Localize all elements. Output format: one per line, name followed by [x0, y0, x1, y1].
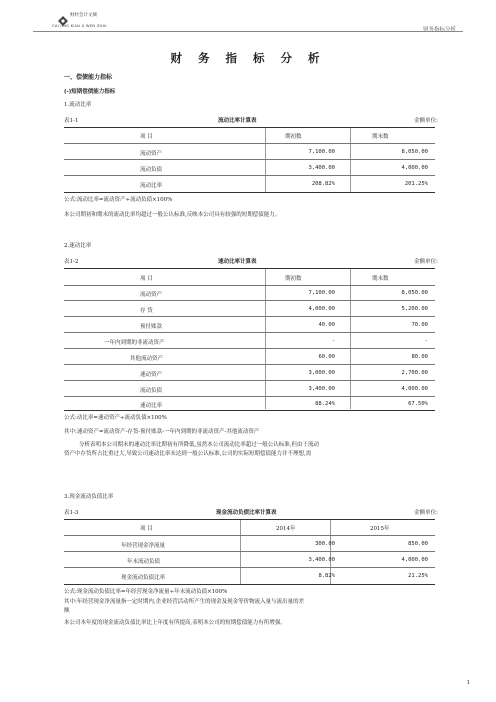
table-row-end: 4,000.00 [401, 557, 428, 563]
table3-bottom-rule [64, 584, 435, 585]
page-title: 财 务 指 标 分 析 [170, 51, 326, 65]
table-row-end: 80.00 [411, 354, 428, 360]
table2-header-end: 期末数 [372, 276, 389, 282]
table1-title: 流动比率计算表 [218, 118, 257, 124]
part2-analysis-line1: 分析表明本公司期末的速动比率比期初有所降低,虽然本公司流动比率超过一般公认标准,但由于流动 [79, 442, 319, 448]
section-heading: 一、偿债能力指标 [64, 74, 113, 81]
table2-rule [64, 316, 435, 317]
table-row-start: 7,100.00 [308, 290, 335, 296]
table2-rule [64, 364, 435, 365]
part3-analysis: 本公司本年度的现金流动负债比率比上年度有所提高,表明本公司的短期偿债能力有所增强。 [64, 620, 286, 626]
table-row-start: 3,000.00 [308, 370, 335, 376]
table-row-end: 5,200.00 [401, 306, 428, 312]
header-title: 财务指标分析 [422, 27, 456, 33]
table-row-start: 7,100.00 [308, 149, 335, 155]
table-row-start: 40.00 [318, 322, 335, 328]
table-row-item: 年末流动负债 [127, 559, 161, 565]
table1-divider [350, 128, 351, 192]
table-row-start: 8.82% [318, 573, 335, 579]
table2-label: 表1-2 [64, 259, 79, 265]
table-row-item: 流动负债 [140, 388, 163, 394]
table-row-start: 60.00 [318, 354, 335, 360]
table-row-item: 速动比率 [140, 403, 163, 409]
table-row-item: 流动资产 [140, 151, 163, 157]
table-row-start: 3,400.00 [308, 165, 335, 171]
page-number: 1 [466, 680, 470, 686]
table1-rule [64, 175, 435, 176]
table-row-start: 3,400.00 [308, 386, 335, 392]
table3-rule [64, 567, 435, 568]
table-row-end: 4,000.00 [401, 386, 428, 392]
table2-header-start: 期初数 [285, 276, 302, 282]
part3-heading: 3.现金流动负债比率 [64, 494, 114, 500]
table1-header-end: 期末数 [372, 134, 389, 140]
table3-divider [240, 520, 241, 584]
part1-formula: 公式:流动比率=流动资产÷流动负债×100% [64, 197, 173, 203]
table-row-item: 预付账款 [140, 324, 163, 330]
part2-note: 其中:速动资产=流动资产-存货-预付账款-一年内到期的非流动资产-其他流动资产 [64, 429, 260, 435]
part1-analysis: 本公司期初和期末的流动比率均超过一般公认标准,反映本公司具有较强的短期偿债能力。 [64, 212, 281, 218]
table-row-end: 201.25% [404, 181, 428, 187]
table-row-end: - [424, 338, 428, 344]
table-row-item: 存 货 [140, 308, 153, 314]
table1-header-start: 期初数 [285, 134, 302, 140]
logo-text-en: CAI JING KUAI JI WEN ZHAI [52, 23, 107, 28]
table1-bottom-rule [64, 192, 435, 193]
header-rule [33, 31, 463, 32]
table2-top-rule [64, 268, 435, 269]
table2-rule [64, 348, 435, 349]
table3-unit: 金额单位: [414, 510, 438, 516]
part2-analysis-line2: 资产中存货所占比重过大,导致公司速动比率未达到一般公认标准,公司的实际短期偿债能力并不理想,需 [64, 451, 312, 457]
part2-formula: 公式:动比率=速动资产÷流动负债×100% [64, 415, 167, 421]
table-row-end: 2,700.00 [401, 370, 428, 376]
table-row-start: 4,000.00 [308, 306, 335, 312]
table1-rule [64, 159, 435, 160]
table-row-item: 流动负债 [140, 167, 163, 173]
table2-header-item: 项 目 [140, 276, 153, 282]
table-row-item: 其他流动资产 [130, 356, 164, 362]
table3-header-item: 项 目 [140, 526, 153, 532]
table-row-end: 21.25% [408, 573, 428, 579]
table-row-end: 8,050.00 [401, 290, 428, 296]
table-row-start: 208.82% [311, 181, 335, 187]
table1-label: 表1-1 [64, 118, 79, 124]
table2-rule [64, 300, 435, 301]
table2-rule [64, 285, 435, 286]
table1-header-item: 项 目 [140, 134, 153, 140]
table-row-item: 一年内到期的非流动资产 [104, 340, 165, 346]
part2-heading: 2.速动比率 [64, 243, 92, 249]
table2-rule [64, 380, 435, 381]
table2-title: 速动比率计算表 [218, 259, 257, 265]
table3-rule [64, 535, 435, 536]
part3-formula: 公式:现金流动负债比率=年经营现金净流量÷年末流动负债×100% [64, 589, 228, 595]
table-row-end: 70.00 [411, 322, 428, 328]
table3-rule [64, 551, 435, 552]
table-row-item: 年经营现金净流量 [121, 543, 166, 549]
table-row-item: 流动比率 [140, 183, 163, 189]
table2-divider [265, 269, 266, 409]
table3-header-start: 2014年 [276, 526, 296, 532]
subsection-heading: (-)短期偿债能力指标 [64, 89, 116, 95]
table-row-start: 88.24% [315, 401, 335, 407]
part1-heading: 1.流动比率 [64, 102, 92, 108]
table-row-item: 现金流动负债比率 [121, 575, 166, 581]
table3-label: 表1-3 [64, 510, 79, 516]
table1-unit: 金额单位: [414, 118, 438, 124]
table2-rule [64, 396, 435, 397]
table2-unit: 金额单位: [414, 259, 438, 265]
table-row-item: 速动资产 [140, 372, 163, 378]
table-row-end: 8,050.00 [401, 149, 428, 155]
table3-top-rule [64, 519, 435, 520]
table-row-end: 67.50% [408, 401, 428, 407]
table-row-item: 流动资产 [140, 292, 163, 298]
table1-divider [265, 128, 266, 192]
table-row-start: - [331, 338, 335, 344]
table3-header-end: 2015年 [370, 526, 390, 532]
table1-rule [64, 143, 435, 144]
table-row-start: 300.00 [315, 541, 335, 547]
table3-title: 现金流动负债比率计算表 [216, 510, 277, 516]
table2-divider [350, 269, 351, 409]
table1-top-rule [64, 127, 435, 128]
table-row-end: 850.00 [408, 541, 428, 547]
part3-note-line2: 额 [64, 608, 70, 614]
table2-rule [64, 332, 435, 333]
logo-icon [58, 11, 68, 21]
table-row-start: 3,400.00 [308, 557, 335, 563]
logo-text-cn: 财经会计文摘 [70, 13, 97, 18]
part3-note-line1: 其中:年经营现金净流量指一定时期内,企业经营活动所产生的现金及现金等价物流入量与流出量的差 [64, 599, 305, 605]
table-row-end: 4,000.00 [401, 165, 428, 171]
table2-bottom-rule [64, 410, 435, 411]
